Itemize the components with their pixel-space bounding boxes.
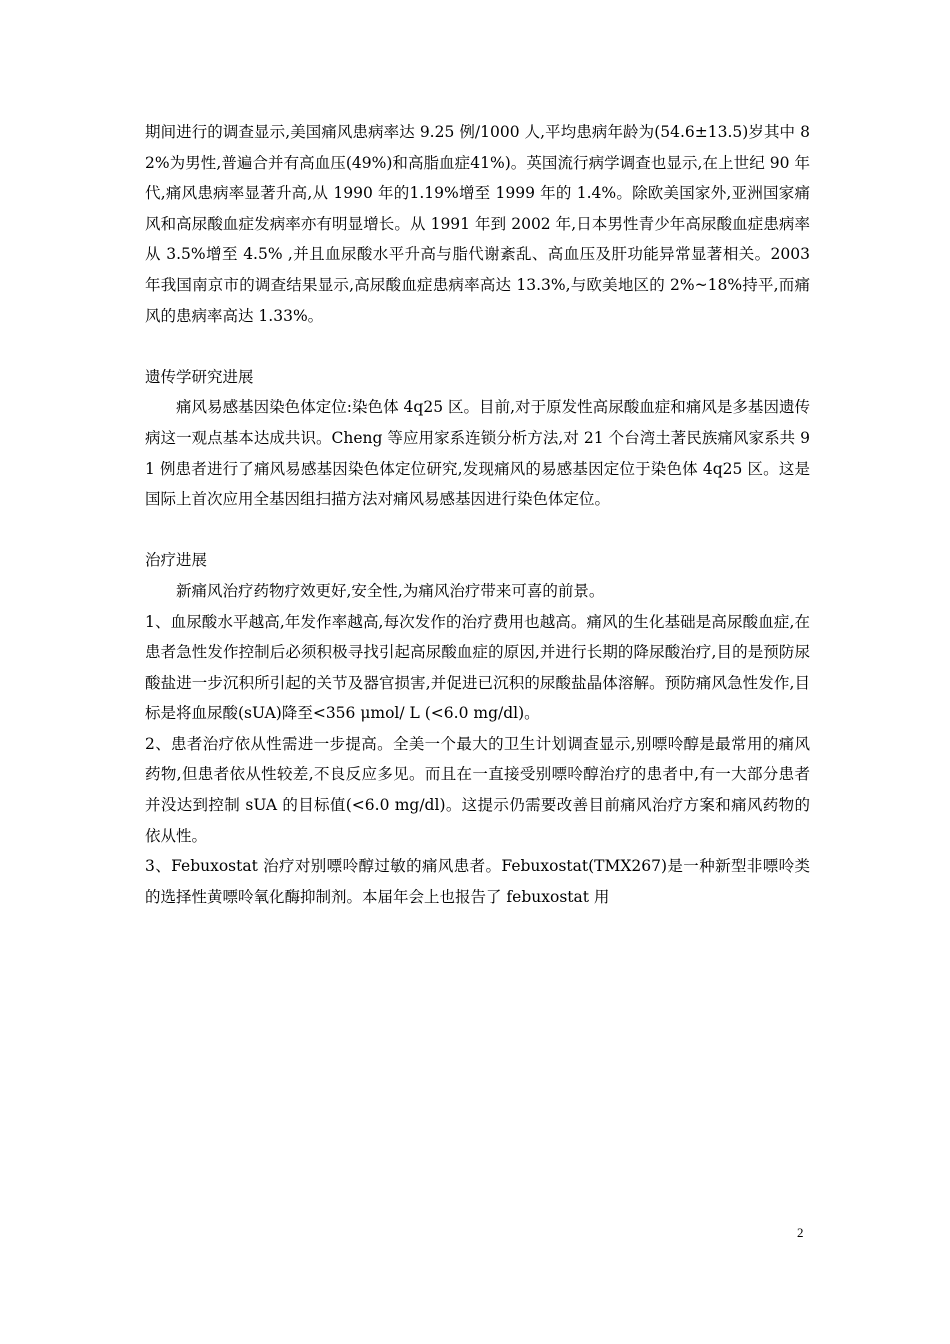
genetics-paragraph: 痛风易感基因染色体定位:染色体 4q25 区。目前,对于原发性高尿酸血症和痛风是多基因遗传病这一观点基本达成共识。Cheng 等应用家系连锁分析方法,对 21 个台湾土著民族痛风家系共 91 例患者进行了痛风易感基因染色体定位研究,发现痛风的易感基因定位于染色体 4q25 区。这是国际上首次应用全基因组扫描方法对痛风易感基因进行染色体定位。	[145, 398, 810, 509]
page-number: 2	[797, 1225, 804, 1240]
page-body	[145, 117, 810, 912]
treatment-item-2: 2、患者治疗依从性需进一步提高。全美一个最大的卫生计划调查显示,别嘌呤醇是最常用的痛风药物,但患者依从性较差,不良反应多见。而且在一直接受别嘌呤醇治疗的患者中,有一大部分患者并没达到控制 sUA 的目标值(<6.0 mg/dl)。这提示仍需要改善目前痛风治疗方案和痛风药物的依从性。	[145, 734, 810, 845]
treatment-item-3: 3、Febuxostat 治疗对别嘌呤醇过敏的痛风患者。Febuxostat(TMX267)是一种新型非嘌呤类的选择性黄嘌呤氧化酶抑制剂。本届年会上也报告了 febuxostat 用	[145, 857, 810, 906]
treatment-intro: 新痛风治疗药物疗效更好,安全性,为痛风治疗带来可喜的前景。	[176, 581, 605, 600]
treatment-heading: 治疗进展	[145, 551, 208, 570]
genetics-heading: 遗传学研究进展	[145, 367, 254, 386]
epidemiology-paragraph: 期间进行的调查显示,美国痛风患病率达 9.25 例/1000 人,平均患病年龄为(54.6±13.5)岁其中 82%为男性,普遍合并有高血压(49%)和高脂血症41%)。英国流行病学调查也显示,在上世纪 90 年代,痛风患病率显著升高,从 1990 年的1.19%增至 1999 年的 1.4%。除欧美国家外,亚洲国家痛风和高尿酸血症发病率亦有明显增长。从 1991 年到 2002 年,日本男性青少年高尿酸血症患病率从 3.5%增至 4.5% ,并且血尿酸水平升高与脂代谢紊乱、高血压及肝功能异常显著相关。2003 年我国南京市的调查结果显示,高尿酸血症患病率高达 13.3%,与欧美地区的 2%~18%持平,而痛风的患病率高达 1.33%。	[145, 123, 810, 325]
treatment-item-1: 1、血尿酸水平越高,年发作率越高,每次发作的治疗费用也越高。痛风的生化基础是高尿酸血症,在患者急性发作控制后必须积极寻找引起高尿酸血症的原因,并进行长期的降尿酸治疗,目的是预防尿酸盐进一步沉积所引起的关节及器官损害,并促进已沉积的尿酸盐晶体溶解。预防痛风急性发作,目标是将血尿酸(sUA)降至<356 μmol/ L (<6.0 mg/dl)。	[145, 612, 810, 723]
